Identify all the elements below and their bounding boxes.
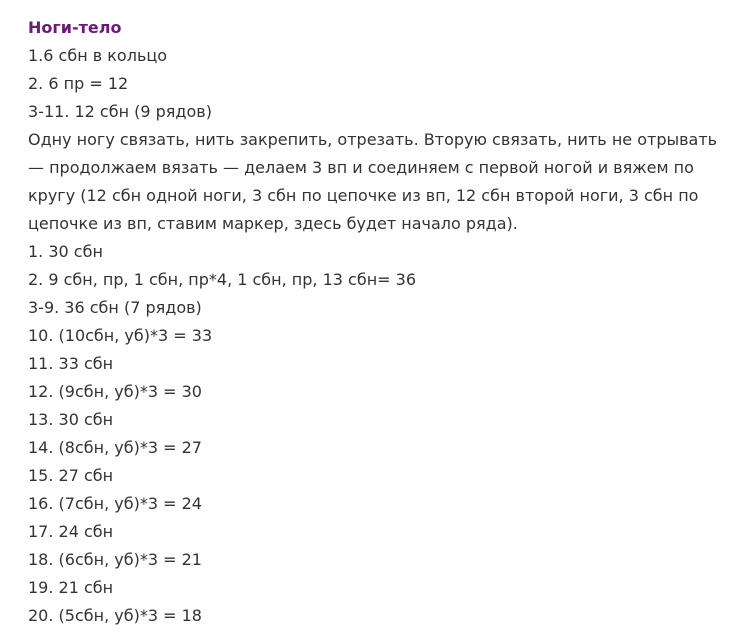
pattern-row: 11. 33 сбн xyxy=(28,354,114,373)
pattern-row: 17. 24 сбн xyxy=(28,522,114,541)
pattern-row: 14. (8сбн, уб)*3 = 27 xyxy=(28,438,202,457)
pattern-text xyxy=(28,14,718,630)
pattern-row: 10. (10сбн, уб)*3 = 33 xyxy=(28,326,213,345)
pattern-row: 13. 30 сбн xyxy=(28,410,114,429)
section-heading: Ноги-тело xyxy=(28,18,122,37)
pattern-row: 2. 6 пр = 12 xyxy=(28,74,129,93)
pattern-row: 1.6 сбн в кольцо xyxy=(28,46,168,65)
pattern-row: 18. (6сбн, уб)*3 = 21 xyxy=(28,550,202,569)
instruction-line: кругу (12 сбн одной ноги, 3 сбн по цепочке из вп, 12 сбн второй ноги, 3 сбн по xyxy=(28,186,699,205)
pattern-row: 2. 9 сбн, пр, 1 сбн, пр*4, 1 сбн, пр, 13 сбн= 36 xyxy=(28,270,417,289)
pattern-row: 20. (5сбн, уб)*3 = 18 xyxy=(28,606,202,625)
pattern-row: 15. 27 сбн xyxy=(28,466,114,485)
pattern-row: 1. 30 сбн xyxy=(28,242,103,261)
pattern-row: 3-11. 12 сбн (9 рядов) xyxy=(28,102,212,121)
pattern-row: 16. (7сбн, уб)*3 = 24 xyxy=(28,494,202,513)
instruction-line: Одну ногу связать, нить закрепить, отрезать. Вторую связать, нить не отрывать xyxy=(28,130,718,149)
instruction-line: — продолжаем вязать — делаем 3 вп и соединяем с первой ногой и вяжем по xyxy=(28,158,694,177)
pattern-row: 12. (9сбн, уб)*3 = 30 xyxy=(28,382,202,401)
pattern-row: 3-9. 36 сбн (7 рядов) xyxy=(28,298,202,317)
instruction-line: цепочке из вп, ставим маркер, здесь будет начало ряда). xyxy=(28,214,518,233)
pattern-row: 19. 21 сбн xyxy=(28,578,114,597)
